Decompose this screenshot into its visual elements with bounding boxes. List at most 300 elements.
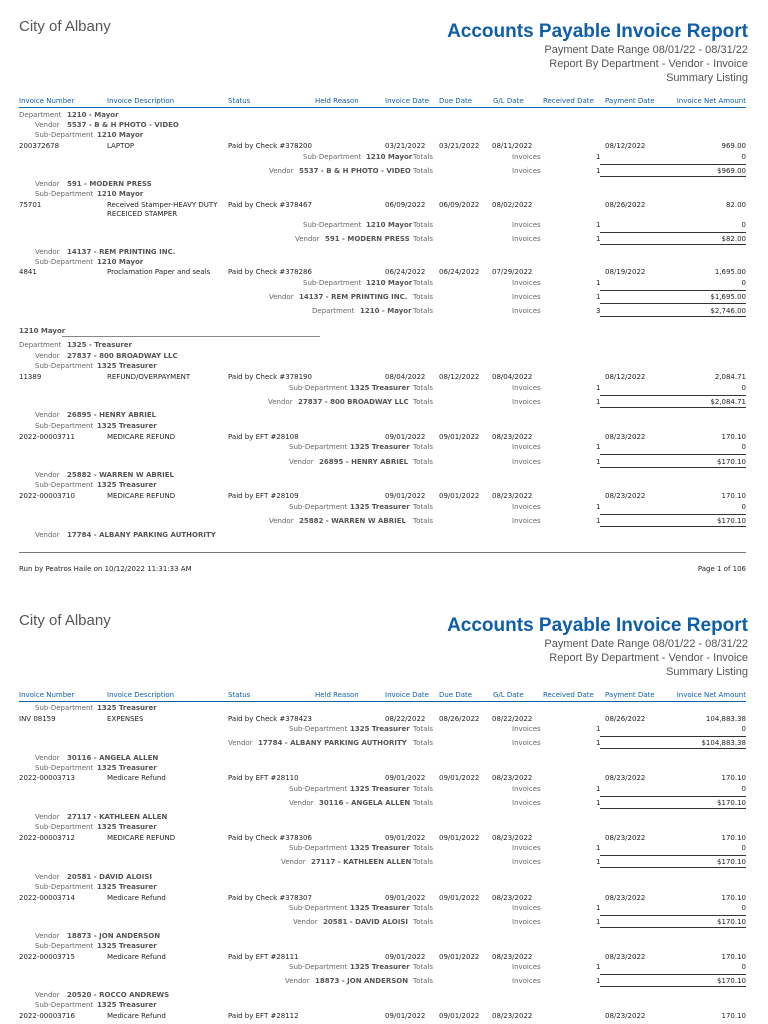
vendor-total-amount: $969.00 <box>717 167 746 175</box>
invoices-label: Invoices <box>512 279 541 287</box>
invoice-count: 1 <box>596 235 601 243</box>
invoices-label: Invoices <box>512 153 541 161</box>
col-invoice-date: Invoice Date <box>385 691 429 699</box>
invoice-count: 1 <box>596 293 601 301</box>
invoice-date: 09/01/2022 <box>385 1012 426 1020</box>
subdept-totals-name: 1325 Treasurer <box>350 384 410 392</box>
gl-date: 08/04/2022 <box>492 373 533 381</box>
totals-label: Totals <box>413 398 433 406</box>
report-title: Accounts Payable Invoice Report <box>447 21 748 42</box>
due-date: 09/01/2022 <box>439 953 480 961</box>
subdept-label: Sub-Department <box>35 764 94 772</box>
invoice-number: 2022-00003715 <box>19 953 75 961</box>
vendor-totals-label: Vendor <box>289 458 314 466</box>
subdept-name: 1325 Treasurer <box>97 362 157 370</box>
subdept-totals-label: Sub-Department <box>289 503 348 511</box>
col-due-date: Due Date <box>439 691 473 699</box>
subdept-totals-label: Sub-Department <box>289 844 348 852</box>
gl-date: 08/23/2022 <box>492 953 533 961</box>
invoice-count: 1 <box>596 918 601 926</box>
city-name: City of Albany <box>19 18 111 35</box>
vendor-name: 27837 - 800 BROADWAY LLC <box>67 352 178 360</box>
invoices-label: Invoices <box>512 503 541 511</box>
subtotal-amount: 0 <box>741 443 746 451</box>
totals-label: Totals <box>413 167 433 175</box>
subdept-label: Sub-Department <box>35 942 94 950</box>
invoice-status: Paid by Check #378307 <box>228 894 312 902</box>
total-rule <box>600 514 746 515</box>
invoice-count: 1 <box>596 904 601 912</box>
invoices-label: Invoices <box>512 858 541 866</box>
subdept-totals-label: Sub-Department <box>289 785 348 793</box>
subdept-totals-name: 1325 Treasurer <box>350 503 410 511</box>
vendor-total-amount: $170.10 <box>717 458 746 466</box>
invoice-date: 09/01/2022 <box>385 774 426 782</box>
subtotal-amount: 0 <box>741 503 746 511</box>
subdept-totals-label: Sub-Department <box>303 221 362 229</box>
invoice-description: Medicare Refund <box>107 1012 166 1020</box>
total-rule <box>600 927 746 928</box>
invoices-label: Invoices <box>512 904 541 912</box>
vendor-label: Vendor <box>35 531 60 539</box>
date-range: Payment Date Range 08/01/22 - 08/31/22 <box>544 638 748 650</box>
invoice-status: Paid by EFT #28108 <box>228 433 299 441</box>
vendor-totals-name: 17784 - ALBANY PARKING AUTHORITY <box>258 739 407 747</box>
invoice-count: 1 <box>596 799 601 807</box>
vendor-name: 20520 - ROCCO ANDREWS <box>67 991 170 999</box>
col-status: Status <box>228 97 251 105</box>
invoice-count: 1 <box>596 458 601 466</box>
column-header-row <box>19 97 746 108</box>
vendor-totals-name: 18873 - JON ANDERSON <box>315 977 409 985</box>
due-date: 09/01/2022 <box>439 834 480 842</box>
invoice-date: 09/01/2022 <box>385 433 426 441</box>
subdept-name: 1325 Treasurer <box>97 1001 157 1009</box>
invoices-label: Invoices <box>512 307 541 315</box>
vendor-totals-label: Vendor <box>269 293 294 301</box>
listing-type: Summary Listing <box>666 666 748 678</box>
invoice-description: MEDICARE REFUND <box>107 492 176 500</box>
invoices-label: Invoices <box>512 844 541 852</box>
invoices-label: Invoices <box>512 443 541 451</box>
vendor-label: Vendor <box>35 471 60 479</box>
vendor-totals-name: 27837 - 800 BROADWAY LLC <box>298 398 409 406</box>
invoice-date: 08/22/2022 <box>385 715 426 723</box>
vendor-total-amount: $170.10 <box>717 977 746 985</box>
due-date: 09/01/2022 <box>439 894 480 902</box>
subdept-name: 1210 Mayor <box>97 131 144 139</box>
vendor-totals-label: Vendor <box>269 167 294 175</box>
subdept-name: 1325 Treasurer <box>97 883 157 891</box>
subdept-totals-name: 1325 Treasurer <box>350 443 410 451</box>
vendor-total-amount: $1,695.00 <box>710 293 746 301</box>
vendor-name: 18873 - JON ANDERSON <box>67 932 161 940</box>
payment-date: 08/12/2022 <box>605 142 646 150</box>
net-amount: 2,084.71 <box>714 373 746 381</box>
totals-label: Totals <box>413 153 433 161</box>
total-rule <box>600 290 746 291</box>
invoice-description: REFUND/OVERPAYMENT <box>107 373 191 381</box>
invoice-date: 09/01/2022 <box>385 834 426 842</box>
totals-label: Totals <box>413 384 433 392</box>
totals-label: Totals <box>413 221 433 229</box>
subdept-name: 1325 Treasurer <box>97 704 157 712</box>
invoice-number: 2022-00003710 <box>19 492 75 500</box>
invoice-status: Paid by Check #378190 <box>228 373 312 381</box>
invoices-label: Invoices <box>512 725 541 733</box>
subtotal-amount: 0 <box>741 279 746 287</box>
invoice-number: 2022-00003711 <box>19 433 75 441</box>
totals-label: Totals <box>413 963 433 971</box>
totals-label: Totals <box>413 725 433 733</box>
subdept-label: Sub-Department <box>35 362 94 370</box>
col-invoice-number: Invoice Number <box>19 691 75 699</box>
invoices-label: Invoices <box>512 221 541 229</box>
report-by: Report By Department - Vendor - Invoice <box>549 652 748 664</box>
due-date: 06/09/2022 <box>439 201 480 209</box>
vendor-totals-name: 25882 - WARREN W ABRIEL <box>299 517 406 525</box>
due-date: 06/24/2022 <box>439 268 480 276</box>
invoice-count: 1 <box>596 503 601 511</box>
net-amount: 82.00 <box>725 201 746 209</box>
col-invoice-number: Invoice Number <box>19 97 75 105</box>
totals-label: Totals <box>413 307 433 315</box>
payment-date: 08/23/2022 <box>605 774 646 782</box>
col-received-date: Received Date <box>543 97 594 105</box>
vendor-name: 591 - MODERN PRESS <box>67 180 152 188</box>
totals-label: Totals <box>413 918 433 926</box>
vendor-totals-label: Vendor <box>281 858 306 866</box>
subdept-totals-name: 1325 Treasurer <box>350 963 410 971</box>
invoice-count: 1 <box>596 844 601 852</box>
due-date: 08/26/2022 <box>439 715 480 723</box>
vendor-label: Vendor <box>35 411 60 419</box>
subdept-totals-label: Sub-Department <box>289 904 348 912</box>
invoice-description-cont: RECEICED STAMPER <box>107 210 178 218</box>
total-rule <box>600 454 746 455</box>
due-date: 09/01/2022 <box>439 492 480 500</box>
subdept-totals-name: 1210 Mayor <box>366 221 413 229</box>
vendor-total-amount: $170.10 <box>717 858 746 866</box>
invoice-number: 11389 <box>19 373 42 381</box>
invoice-number: 200372678 <box>19 142 60 150</box>
invoice-description: Proclamation Paper and seals <box>107 268 211 276</box>
vendor-totals-name: 14137 - REM PRINTING INC. <box>299 293 408 301</box>
section-break-rule <box>62 336 320 337</box>
invoices-label: Invoices <box>512 977 541 985</box>
invoice-count: 1 <box>596 977 601 985</box>
city-name: City of Albany <box>19 612 111 629</box>
department-totals-name: 1210 - Mayor <box>360 307 412 315</box>
total-rule <box>600 796 746 797</box>
vendor-label: Vendor <box>35 813 60 821</box>
totals-label: Totals <box>413 844 433 852</box>
column-header-row <box>19 691 746 702</box>
subdept-name: 1210 Mayor <box>97 190 144 198</box>
department-name: 1210 - Mayor <box>67 111 119 119</box>
col-received-date: Received Date <box>543 691 594 699</box>
total-rule <box>600 986 746 987</box>
totals-label: Totals <box>413 977 433 985</box>
subtotal-amount: 0 <box>741 221 746 229</box>
vendor-totals-label: Vendor <box>295 235 320 243</box>
invoice-status: Paid by Check #378467 <box>228 201 312 209</box>
col-invoice-description: Invoice Description <box>107 97 175 105</box>
vendor-totals-name: 26895 - HENRY ABRIEL <box>319 458 409 466</box>
invoice-number: INV 08159 <box>19 715 56 723</box>
vendor-name: 30116 - ANGELA ALLEN <box>67 754 159 762</box>
invoice-status: Paid by Check #378286 <box>228 268 312 276</box>
vendor-name: 5537 - B & H PHOTO - VIDEO <box>67 121 179 129</box>
totals-label: Totals <box>413 799 433 807</box>
invoice-description: EXPENSES <box>107 715 144 723</box>
subdept-totals-label: Sub-Department <box>303 279 362 287</box>
department-label: Department <box>19 111 62 119</box>
invoice-count: 1 <box>596 785 601 793</box>
vendor-total-amount: $82.00 <box>721 235 746 243</box>
net-amount: 170.10 <box>721 894 746 902</box>
invoice-number: 2022-00003713 <box>19 774 75 782</box>
gl-date: 08/02/2022 <box>492 201 533 209</box>
total-rule <box>600 736 746 737</box>
net-amount: 170.10 <box>721 834 746 842</box>
invoice-count: 1 <box>596 167 601 175</box>
subdept-label: Sub-Department <box>35 704 94 712</box>
subdept-totals-name: 1325 Treasurer <box>350 844 410 852</box>
gl-date: 08/23/2022 <box>492 1012 533 1020</box>
vendor-totals-name: 5537 - B & H PHOTO - VIDEO <box>299 167 411 175</box>
subtotal-amount: 0 <box>741 844 746 852</box>
report-subtitle <box>544 43 748 85</box>
totals-label: Totals <box>413 458 433 466</box>
due-date: 09/01/2022 <box>439 774 480 782</box>
total-rule <box>600 232 746 233</box>
invoice-count: 1 <box>596 221 601 229</box>
invoice-count: 1 <box>596 384 601 392</box>
vendor-label: Vendor <box>35 873 60 881</box>
vendor-total-amount: $104,883.38 <box>701 739 746 747</box>
payment-date: 08/23/2022 <box>605 894 646 902</box>
invoice-status: Paid by Check #378423 <box>228 715 312 723</box>
section-break-label: 1210 Mayor <box>19 327 66 335</box>
gl-date: 08/23/2022 <box>492 774 533 782</box>
net-amount: 170.10 <box>721 1012 746 1020</box>
col-gl-date: G/L Date <box>493 691 524 699</box>
invoice-date: 08/04/2022 <box>385 373 426 381</box>
subdept-label: Sub-Department <box>35 131 94 139</box>
invoice-date: 09/01/2022 <box>385 953 426 961</box>
vendor-totals-label: Vendor <box>293 918 318 926</box>
total-rule <box>600 303 746 304</box>
due-date: 03/21/2022 <box>439 142 480 150</box>
invoice-count: 1 <box>596 517 601 525</box>
payment-date: 08/12/2022 <box>605 373 646 381</box>
subdept-totals-label: Sub-Department <box>289 963 348 971</box>
invoice-count: 1 <box>596 725 601 733</box>
payment-date: 08/23/2022 <box>605 1012 646 1020</box>
due-date: 09/01/2022 <box>439 1012 480 1020</box>
invoice-description: Medicare Refund <box>107 953 166 961</box>
total-rule <box>600 808 746 809</box>
vendor-name: 26895 - HENRY ABRIEL <box>67 411 157 419</box>
gl-date: 08/23/2022 <box>492 834 533 842</box>
subdept-totals-name: 1325 Treasurer <box>350 904 410 912</box>
invoice-count: 1 <box>596 739 601 747</box>
invoice-status: Paid by Check #378200 <box>228 142 312 150</box>
subtotal-amount: 0 <box>741 785 746 793</box>
subdept-label: Sub-Department <box>35 422 94 430</box>
payment-date: 08/26/2022 <box>605 201 646 209</box>
invoice-count: 1 <box>596 398 601 406</box>
gl-date: 08/11/2022 <box>492 142 533 150</box>
vendor-totals-label: Vendor <box>289 799 314 807</box>
vendor-label: Vendor <box>35 248 60 256</box>
vendor-label: Vendor <box>35 121 60 129</box>
net-amount: 170.10 <box>721 433 746 441</box>
vendor-label: Vendor <box>35 991 60 999</box>
total-rule <box>600 316 746 317</box>
total-rule <box>600 164 746 165</box>
invoice-description: LAPTOP <box>107 142 135 150</box>
invoice-status: Paid by Check #378306 <box>228 834 312 842</box>
total-rule <box>600 244 746 245</box>
total-rule <box>600 915 746 916</box>
invoice-description: Received Stamper-HEAVY DUTY <box>107 201 218 209</box>
date-range: Payment Date Range 08/01/22 - 08/31/22 <box>544 44 748 56</box>
gl-date: 08/23/2022 <box>492 492 533 500</box>
totals-label: Totals <box>413 293 433 301</box>
invoice-description: MEDICARE REFUND <box>107 834 176 842</box>
report-subtitle <box>544 637 748 679</box>
vendor-name: 25882 - WARREN W ABRIEL <box>67 471 174 479</box>
totals-label: Totals <box>413 517 433 525</box>
invoices-label: Invoices <box>512 963 541 971</box>
department-total-amount: $2,746.00 <box>710 307 746 315</box>
payment-date: 08/23/2022 <box>605 953 646 961</box>
vendor-totals-name: 20581 - DAVID ALOISI <box>323 918 408 926</box>
col-status: Status <box>228 691 251 699</box>
subdept-name: 1325 Treasurer <box>97 481 157 489</box>
col-invoice-net-amount: Invoice Net Amount <box>676 691 746 699</box>
vendor-total-amount: $170.10 <box>717 918 746 926</box>
subdept-label: Sub-Department <box>35 190 94 198</box>
invoice-date: 06/24/2022 <box>385 268 426 276</box>
totals-label: Totals <box>413 785 433 793</box>
invoices-label: Invoices <box>512 167 541 175</box>
invoice-count: 3 <box>596 307 601 315</box>
invoice-count: 1 <box>596 443 601 451</box>
col-invoice-description: Invoice Description <box>107 691 175 699</box>
totals-label: Totals <box>413 279 433 287</box>
subdept-name: 1325 Treasurer <box>97 823 157 831</box>
subdept-totals-label: Sub-Department <box>289 443 348 451</box>
subdept-label: Sub-Department <box>35 1001 94 1009</box>
subdept-totals-name: 1325 Treasurer <box>350 725 410 733</box>
vendor-totals-label: Vendor <box>228 739 253 747</box>
invoices-label: Invoices <box>512 458 541 466</box>
total-rule <box>600 395 746 396</box>
department-label: Department <box>19 341 62 349</box>
payment-date: 08/19/2022 <box>605 268 646 276</box>
subdept-totals-label: Sub-Department <box>289 384 348 392</box>
subdept-totals-label: Sub-Department <box>289 725 348 733</box>
invoice-number: 2022-00003712 <box>19 834 75 842</box>
invoice-status: Paid by EFT #28111 <box>228 953 299 961</box>
vendor-totals-label: Vendor <box>285 977 310 985</box>
invoices-label: Invoices <box>512 799 541 807</box>
invoice-number: 75701 <box>19 201 42 209</box>
subdept-name: 1210 Mayor <box>97 258 144 266</box>
total-rule <box>600 748 746 749</box>
payment-date: 08/23/2022 <box>605 492 646 500</box>
vendor-total-amount: $2,084.71 <box>710 398 746 406</box>
totals-label: Totals <box>413 739 433 747</box>
invoice-number: 2022-00003714 <box>19 894 75 902</box>
col-payment-date: Payment Date <box>605 691 655 699</box>
invoices-label: Invoices <box>512 918 541 926</box>
vendor-label: Vendor <box>35 754 60 762</box>
vendor-totals-label: Vendor <box>269 517 294 525</box>
vendor-name: 17784 - ALBANY PARKING AUTHORITY <box>67 531 216 539</box>
total-rule <box>600 867 746 868</box>
gl-date: 08/23/2022 <box>492 433 533 441</box>
subdept-totals-name: 1210 Mayor <box>366 279 413 287</box>
invoice-description: MEDICARE REFUND <box>107 433 176 441</box>
subdept-label: Sub-Department <box>35 481 94 489</box>
totals-label: Totals <box>413 503 433 511</box>
payment-date: 08/23/2022 <box>605 834 646 842</box>
report-title: Accounts Payable Invoice Report <box>447 615 748 636</box>
payment-date: 08/26/2022 <box>605 715 646 723</box>
payment-date: 08/23/2022 <box>605 433 646 441</box>
invoices-label: Invoices <box>512 235 541 243</box>
vendor-name: 14137 - REM PRINTING INC. <box>67 248 176 256</box>
total-rule <box>600 974 746 975</box>
report-page-2 <box>0 594 768 1024</box>
total-rule <box>600 467 746 468</box>
vendor-total-amount: $170.10 <box>717 799 746 807</box>
invoices-label: Invoices <box>512 517 541 525</box>
vendor-total-amount: $170.10 <box>717 517 746 525</box>
net-amount: 1,695.00 <box>714 268 746 276</box>
subdept-label: Sub-Department <box>35 823 94 831</box>
report-by: Report By Department - Vendor - Invoice <box>549 58 748 70</box>
page-number: Page 1 of 106 <box>697 565 746 573</box>
vendor-name: 27117 - KATHLEEN ALLEN <box>67 813 168 821</box>
vendor-label: Vendor <box>35 352 60 360</box>
invoice-description: Medicare Refund <box>107 774 166 782</box>
subtotal-amount: 0 <box>741 725 746 733</box>
col-payment-date: Payment Date <box>605 97 655 105</box>
net-amount: 170.10 <box>721 953 746 961</box>
subdept-name: 1325 Treasurer <box>97 942 157 950</box>
net-amount: 170.10 <box>721 492 746 500</box>
department-name: 1325 - Treasurer <box>67 341 132 349</box>
subdept-totals-name: 1325 Treasurer <box>350 785 410 793</box>
subtotal-amount: 0 <box>741 904 746 912</box>
invoice-count: 1 <box>596 279 601 287</box>
gl-date: 07/29/2022 <box>492 268 533 276</box>
col-invoice-net-amount: Invoice Net Amount <box>676 97 746 105</box>
subdept-label: Sub-Department <box>35 883 94 891</box>
invoice-status: Paid by EFT #28109 <box>228 492 299 500</box>
vendor-totals-label: Vendor <box>268 398 293 406</box>
vendor-label: Vendor <box>35 180 60 188</box>
col-gl-date: G/L Date <box>493 97 524 105</box>
footer-rule <box>19 552 746 553</box>
net-amount: 170.10 <box>721 774 746 782</box>
net-amount: 104,883.38 <box>705 715 746 723</box>
